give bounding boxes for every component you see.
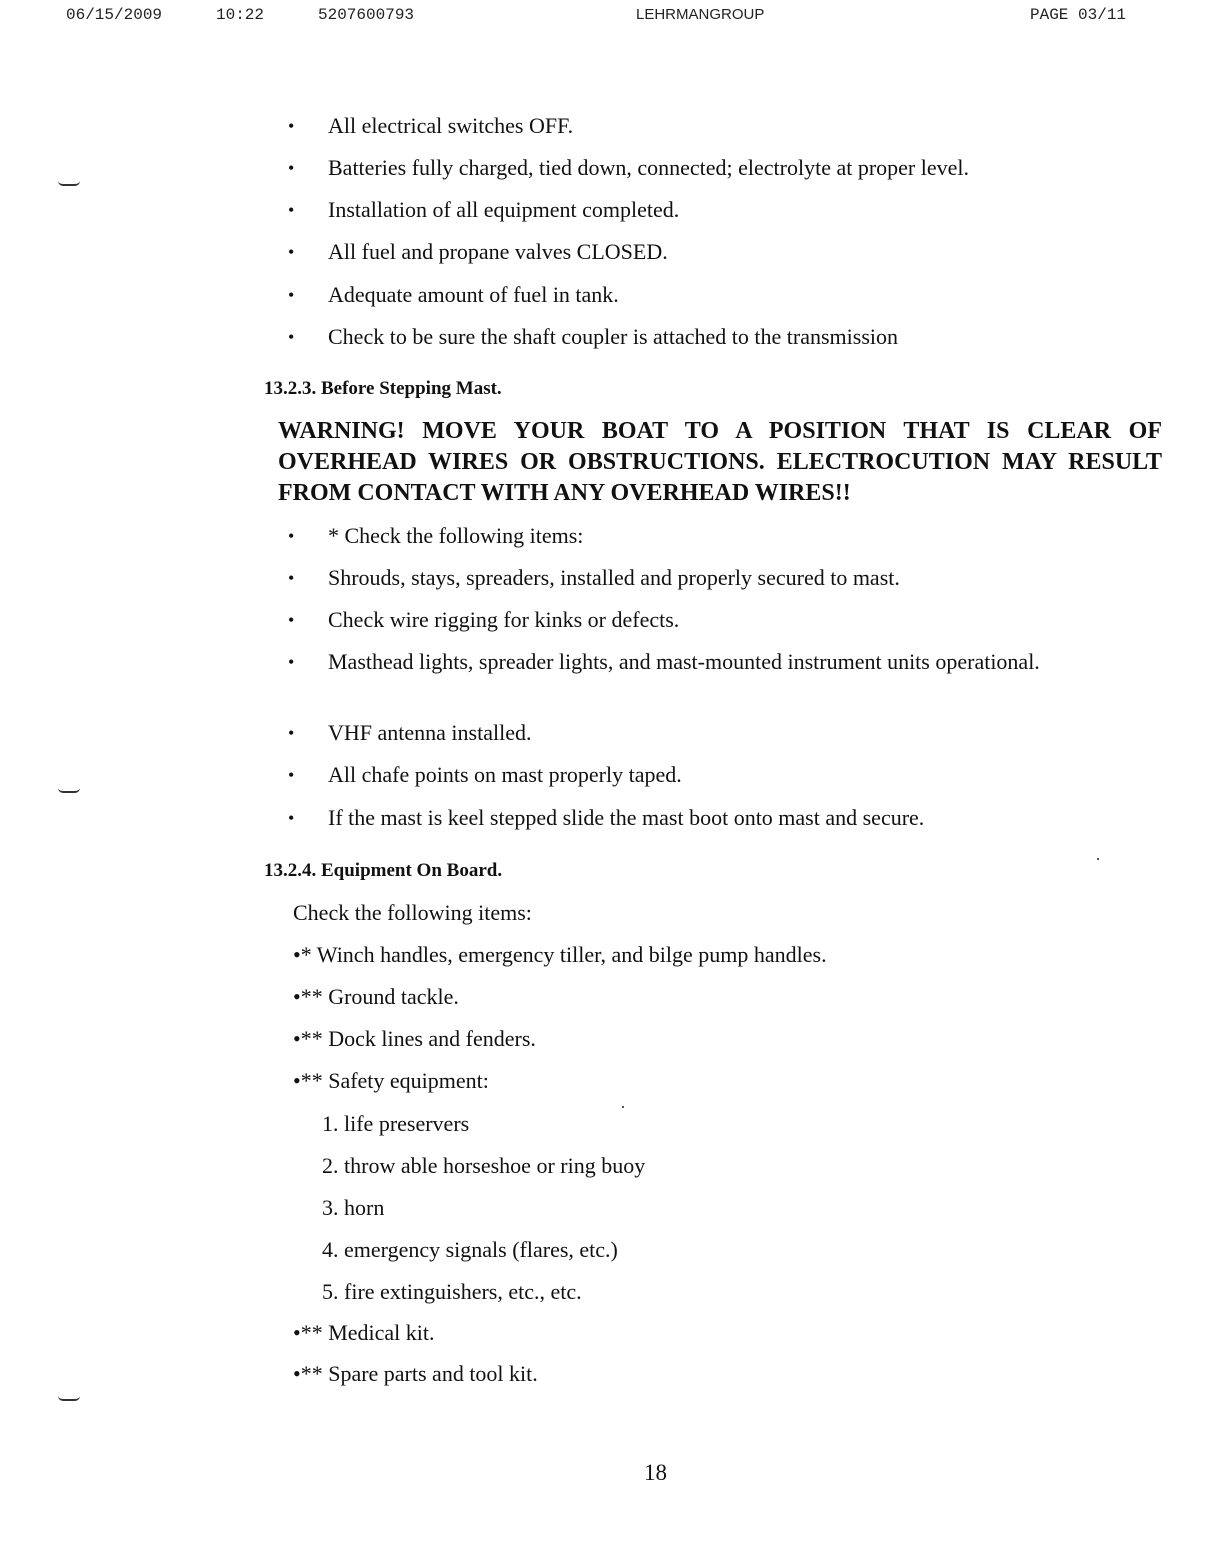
list-item: 2. throw able horseshoe or ring buoy	[322, 1153, 646, 1178]
bullet-icon: •	[288, 327, 295, 347]
fax-sender: LEHRMANGROUP	[636, 6, 765, 23]
list-item: •** Dock lines and fenders.	[293, 1026, 536, 1051]
list-item: •** Ground tackle.	[293, 984, 459, 1009]
bullet-icon: •	[288, 808, 295, 828]
list-item: 5. fire extinguishers, etc., etc.	[322, 1279, 582, 1304]
bullet-icon: •	[288, 158, 295, 178]
section-heading-before-stepping-mast: 13.2.3. Before Stepping Mast.	[264, 378, 502, 399]
list-item: 1. life preservers	[322, 1111, 470, 1136]
warning-text: WARNING! MOVE YOUR BOAT TO A POSITION THAT IS CLEAR OF OVERHEAD WIRES OR OBSTRUCTIONS. ELECTROCUTION MAY RESULT FROM CONTACT WITH ANY OVERHEAD WIRES!!	[278, 418, 1162, 506]
equipment-intro: Check the following items:	[293, 900, 532, 925]
bullet-icon: •	[288, 568, 295, 588]
page-number: 18	[644, 1460, 667, 1485]
scan-speck	[622, 1106, 624, 1108]
list-item: •** Spare parts and tool kit.	[293, 1361, 538, 1386]
fax-time: 10:22	[216, 6, 265, 24]
bullet-icon: •	[288, 652, 295, 672]
bullet-icon: •	[288, 116, 295, 136]
list-item: •** Safety equipment:	[293, 1068, 489, 1093]
list-item: •** Medical kit.	[293, 1320, 435, 1345]
scan-mark	[58, 788, 80, 793]
fax-date: 06/15/2009	[66, 6, 163, 24]
fax-page-count: PAGE 03/11	[1030, 6, 1127, 24]
fax-phone: 5207600793	[318, 6, 415, 24]
list-item: •* Winch handles, emergency tiller, and bilge pump handles.	[293, 942, 827, 967]
list-item: 3. horn	[322, 1195, 385, 1220]
fax-header	[0, 6, 1231, 30]
scan-mark	[58, 181, 80, 186]
bullet-icon: •	[288, 200, 295, 220]
bullet-icon: •	[288, 285, 295, 305]
bullet-icon: •	[288, 723, 295, 743]
bullet-icon: •	[288, 526, 295, 546]
bullet-icon: •	[288, 765, 295, 785]
section-heading-equipment-on-board: 13.2.4. Equipment On Board.	[264, 860, 503, 881]
bullet-icon: •	[288, 610, 295, 630]
bullet-icon: •	[288, 242, 295, 262]
scan-speck	[1097, 858, 1099, 860]
scan-mark	[58, 1396, 80, 1401]
list-item: 4. emergency signals (flares, etc.)	[322, 1237, 618, 1262]
